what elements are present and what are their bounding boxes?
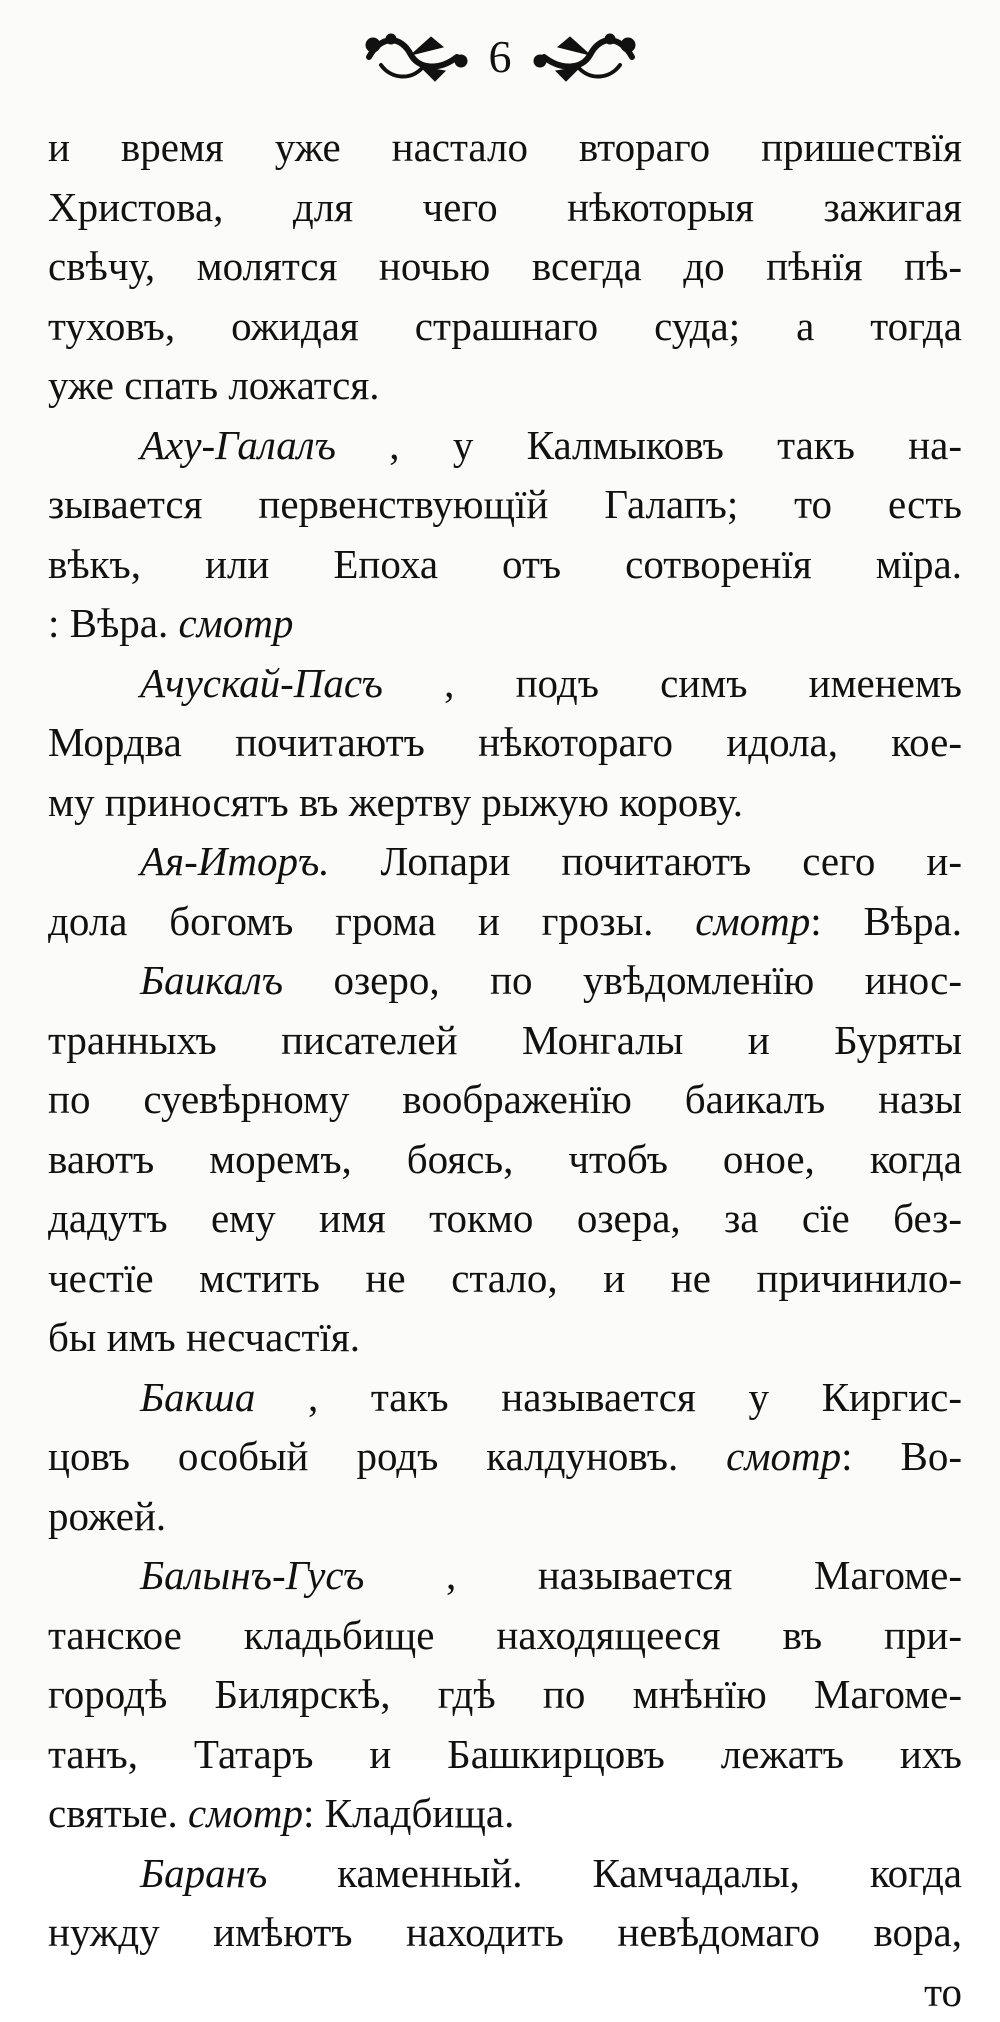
- entry-headword: Бакша: [140, 1374, 255, 1420]
- text-line: [48, 1844, 962, 1904]
- line-text: , такъ называется у Киргис-: [308, 1374, 962, 1420]
- text-line: [48, 1903, 962, 1963]
- line-text: Лопари почитаютъ сего и-: [381, 838, 962, 884]
- line-text: зывается первенствующїй Галапъ; то есть: [48, 481, 962, 527]
- text-line: [48, 1487, 962, 1547]
- text-line: [48, 1665, 962, 1725]
- text-line: [48, 297, 962, 357]
- text-line: [48, 118, 962, 178]
- text-line: [48, 178, 962, 238]
- text-line: [48, 892, 962, 952]
- reference-target: : Во-: [841, 1433, 962, 1479]
- entry-headword: Баикалъ: [140, 957, 283, 1003]
- line-text: дадутъ ему имя токмо озера, за сїе без-: [48, 1195, 962, 1241]
- text-line: [48, 416, 962, 476]
- line-text: святые.: [48, 1790, 178, 1836]
- line-text: : Вѣра.: [48, 600, 168, 646]
- text-line: [48, 1725, 962, 1785]
- line-text: городѣ Билярскѣ, гдѣ по мнѣнїю Магоме-: [48, 1671, 962, 1717]
- entry-headword: Баранъ: [140, 1850, 267, 1896]
- cross-reference: смотр: [695, 898, 810, 944]
- text-line: [48, 1308, 962, 1368]
- text-line: [48, 1130, 962, 1190]
- text-line: [48, 1784, 962, 1844]
- line-text: честїе мстить не стало, и не причинило-: [48, 1255, 962, 1301]
- line-text: , называется Магоме-: [446, 1552, 962, 1598]
- text-line: [48, 535, 962, 595]
- line-text: озеро, по увѣдомленїю инос-: [333, 957, 962, 1003]
- text-line: [48, 1249, 962, 1309]
- entry-headword: Ая-Иторъ.: [140, 838, 330, 884]
- text-line: [48, 237, 962, 297]
- entry-headword: Балынъ-Гусъ: [140, 1552, 364, 1598]
- line-text: то: [924, 1969, 962, 2015]
- text-line: [48, 951, 962, 1011]
- text-line: [48, 594, 962, 654]
- line-text: по суевѣрному воображенїю баикалъ назы: [48, 1076, 962, 1122]
- cross-reference: смотр: [188, 1790, 303, 1836]
- text-line: [48, 1963, 962, 2022]
- line-text: , подъ симъ именемъ: [444, 660, 962, 706]
- page-header: [0, 12, 1000, 102]
- text-line: [48, 1546, 962, 1606]
- text-line: [48, 1070, 962, 1130]
- entry-headword: Аху-Галалъ: [140, 422, 336, 468]
- text-line: [48, 475, 962, 535]
- line-text: каменный. Камчадалы, когда: [337, 1850, 962, 1896]
- line-text: му приносятъ въ жертву рыжую корову.: [48, 779, 743, 825]
- line-text: танское кладьбище находящееся въ при-: [48, 1612, 962, 1658]
- line-text: цовъ особый родъ калдуновъ.: [48, 1433, 678, 1479]
- cross-reference: смотр: [726, 1433, 841, 1479]
- line-text: дола богомъ грома и грозы.: [48, 898, 653, 944]
- entry-headword: Ачускай-Пасъ: [140, 660, 383, 706]
- fleuron-ornament-left-icon: [361, 27, 471, 87]
- cross-reference: смотр: [178, 600, 293, 646]
- text-line: [48, 1368, 962, 1428]
- line-text: , у Калмыковъ такъ на-: [389, 422, 962, 468]
- line-text: Христова, для чего нѣкоторыя зажигая: [48, 184, 962, 230]
- line-text: Мордва почитаютъ нѣкотораго идола, кое-: [48, 719, 962, 765]
- text-line: [48, 713, 962, 773]
- line-text: вѣкъ, или Епоха отъ сотворенїя мїра.: [48, 541, 962, 587]
- reference-target: : Вѣра.: [810, 898, 962, 944]
- line-text: ваютъ моремъ, боясь, чтобъ оное, когда: [48, 1136, 962, 1182]
- page-number: 6: [489, 34, 512, 80]
- text-line: [48, 1189, 962, 1249]
- fleuron-ornament-right-icon: [530, 27, 640, 87]
- line-text: нужду имѣютъ находить невѣдомаго вора,: [48, 1909, 962, 1955]
- line-text: туховъ, ожидая страшнаго суда; а тогда: [48, 303, 962, 349]
- line-text: уже спать ложатся.: [48, 362, 379, 408]
- text-line: [48, 356, 962, 416]
- line-text: бы имъ несчастїя.: [48, 1314, 360, 1360]
- text-line: [48, 654, 962, 714]
- text-line: [48, 1427, 962, 1487]
- text-line: [48, 1606, 962, 1666]
- line-text: рожей.: [48, 1493, 166, 1539]
- line-text: и время уже настало втораго пришествїя: [48, 124, 962, 170]
- line-text: транныхъ писателей Монгалы и Буряты: [48, 1017, 962, 1063]
- text-line: [48, 1011, 962, 1071]
- text-line: [48, 773, 962, 833]
- text-line: [48, 832, 962, 892]
- reference-target: : Кладбища.: [303, 1790, 514, 1836]
- line-text: свѣчу, молятся ночью всегда до пѣнїя пѣ-: [48, 243, 962, 289]
- body-text: [48, 118, 962, 2022]
- line-text: танъ, Татаръ и Башкирцовъ лежатъ ихъ: [48, 1731, 962, 1777]
